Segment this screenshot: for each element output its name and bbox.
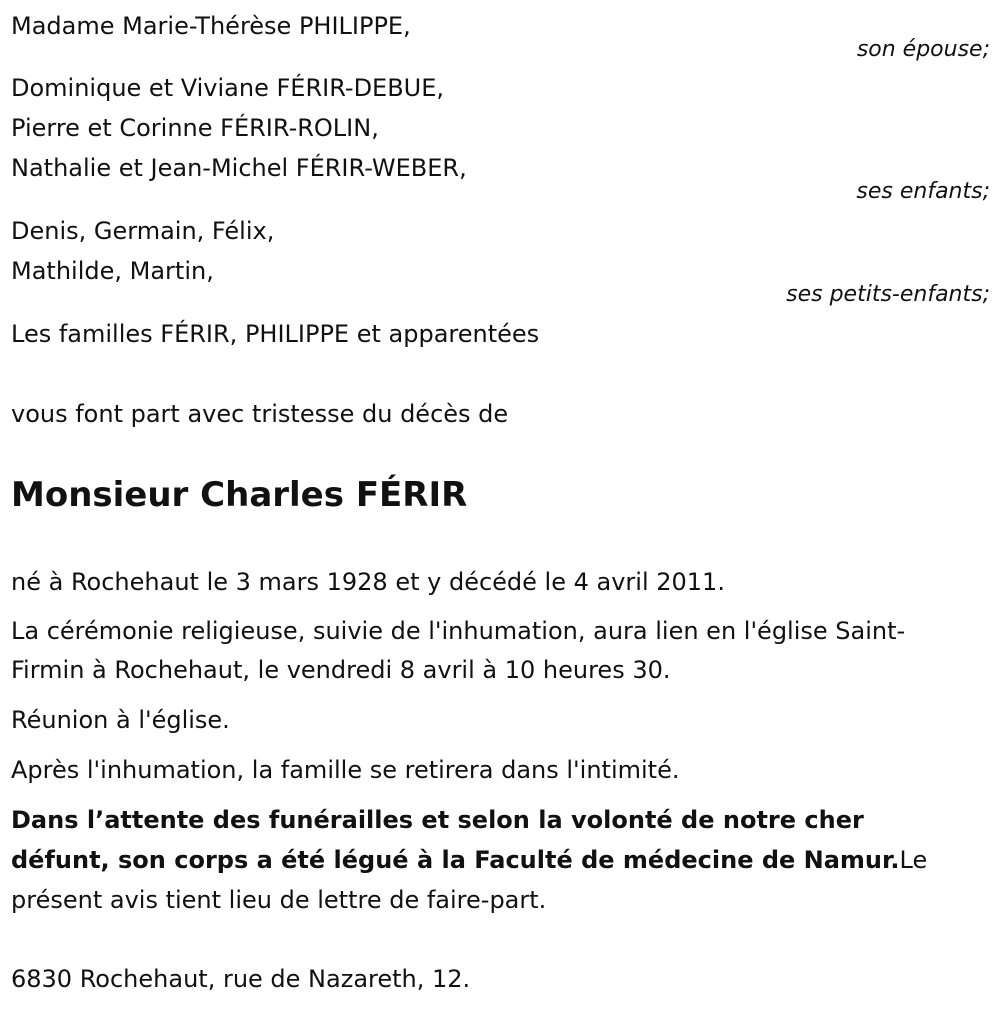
ceremony-line-2: Firmin à Rochehaut, le vendredi 8 avril à 10 heures 30. <box>11 656 671 684</box>
child-line-3: Nathalie et Jean-Michel FÉRIR-WEBER, <box>11 154 467 182</box>
child-line-2: Pierre et Corinne FÉRIR-ROLIN, <box>11 114 379 142</box>
donation-line-2 <box>11 840 927 880</box>
birth-death-line: né à Rochehaut le 3 mars 1928 et y décédé le 4 avril 2011. <box>11 568 725 596</box>
deceased-name: Monsieur Charles FÉRIR <box>11 475 468 515</box>
grandchildren-role: ses petits-enfants; <box>786 282 990 307</box>
meeting-line: Réunion à l'église. <box>11 706 230 734</box>
children-role: ses enfants; <box>856 179 990 204</box>
ceremony-line-1: La cérémonie religieuse, suivie de l'inhumation, aura lien en l'église Saint- <box>11 617 906 645</box>
notice-text-start: Le <box>899 846 928 874</box>
child-line-1: Dominique et Viviane FÉRIR-DEBUE, <box>11 74 445 102</box>
spouse-name: Madame Marie-Thérèse PHILIPPE, <box>11 12 411 40</box>
after-burial-line: Après l'inhumation, la famille se retirera dans l'intimité. <box>11 756 680 784</box>
address-line: 6830 Rochehaut, rue de Nazareth, 12. <box>11 965 471 993</box>
notice-line: présent avis tient lieu de lettre de faire-part. <box>11 886 547 914</box>
donation-line-1: Dans l’attente des funérailles et selon la volonté de notre cher <box>11 806 864 834</box>
grandchild-line-2: Mathilde, Martin, <box>11 257 214 285</box>
donation-bold-text: défunt, son corps a été légué à la Faculté de médecine de Namur. <box>11 846 900 874</box>
grandchild-line-1: Denis, Germain, Félix, <box>11 217 275 245</box>
spouse-role: son épouse; <box>856 37 990 62</box>
families-line: Les familles FÉRIR, PHILIPPE et apparentées <box>11 320 540 348</box>
announcement-line: vous font part avec tristesse du décès de <box>11 400 509 428</box>
